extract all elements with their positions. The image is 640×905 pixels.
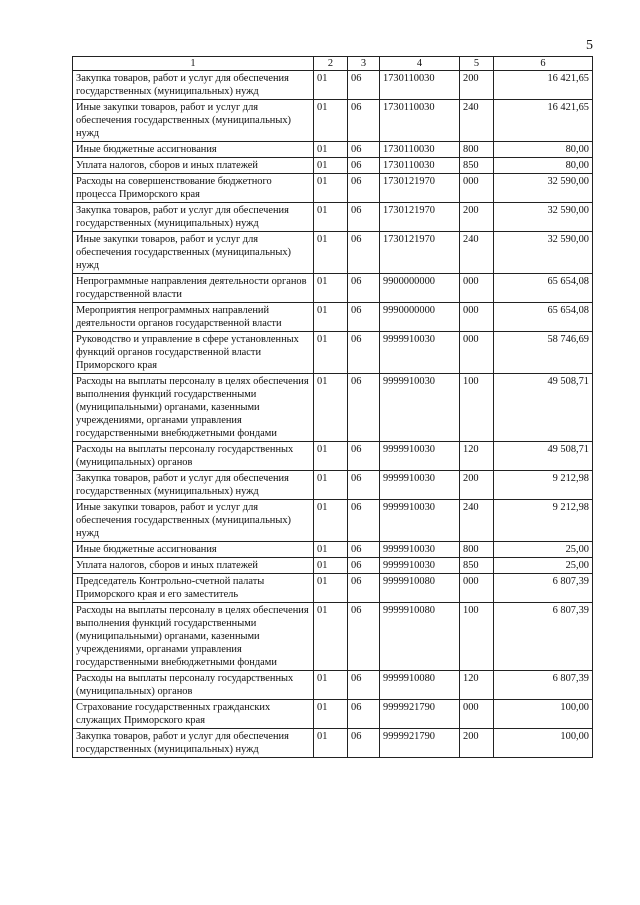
table-row <box>73 203 593 232</box>
row-type-cell: 000 <box>460 700 494 729</box>
row-target-cell: 9999921790 <box>380 700 460 729</box>
row-subsection-cell: 06 <box>348 500 380 542</box>
row-amount-cell: 80,00 <box>494 158 593 174</box>
row-amount-cell: 25,00 <box>494 558 593 574</box>
row-name-cell: Иные закупки товаров, работ и услуг для обеспечения государственных (муниципальных) нужд <box>73 500 314 542</box>
row-target-cell: 1730121970 <box>380 232 460 274</box>
table-row <box>73 274 593 303</box>
row-target-cell: 1730110030 <box>380 142 460 158</box>
row-type-cell: 000 <box>460 332 494 374</box>
row-name-cell: Закупка товаров, работ и услуг для обеспечения государственных (муниципальных) нужд <box>73 71 314 100</box>
table-row <box>73 442 593 471</box>
table-row <box>73 332 593 374</box>
page-number: 5 <box>586 38 593 53</box>
table-row <box>73 729 593 758</box>
row-section-cell: 01 <box>314 542 348 558</box>
row-amount-cell: 6 807,39 <box>494 671 593 700</box>
table-row <box>73 374 593 442</box>
row-target-cell: 9999910080 <box>380 671 460 700</box>
row-section-cell: 01 <box>314 671 348 700</box>
row-target-cell: 9999910030 <box>380 442 460 471</box>
row-target-cell: 1730110030 <box>380 100 460 142</box>
row-target-cell: 9999910080 <box>380 574 460 603</box>
row-name-cell: Иные закупки товаров, работ и услуг для обеспечения государственных (муниципальных) нужд <box>73 100 314 142</box>
row-amount-cell: 100,00 <box>494 729 593 758</box>
row-section-cell: 01 <box>314 442 348 471</box>
row-amount-cell: 16 421,65 <box>494 100 593 142</box>
row-name-cell: Руководство и управление в сфере установленных функций органов государственной власти Приморского края <box>73 332 314 374</box>
row-target-cell: 1730121970 <box>380 174 460 203</box>
row-type-cell: 120 <box>460 442 494 471</box>
row-name-cell: Расходы на выплаты персоналу государственных (муниципальных) органов <box>73 671 314 700</box>
row-section-cell: 01 <box>314 558 348 574</box>
table-row <box>73 174 593 203</box>
row-amount-cell: 25,00 <box>494 542 593 558</box>
row-name-cell: Председатель Контрольно-счетной палаты Приморского края и его заместитель <box>73 574 314 603</box>
row-name-cell: Расходы на совершенствование бюджетного процесса Приморского края <box>73 174 314 203</box>
row-section-cell: 01 <box>314 174 348 203</box>
row-subsection-cell: 06 <box>348 558 380 574</box>
row-section-cell: 01 <box>314 374 348 442</box>
row-subsection-cell: 06 <box>348 203 380 232</box>
row-section-cell: 01 <box>314 203 348 232</box>
row-section-cell: 01 <box>314 574 348 603</box>
row-type-cell: 200 <box>460 203 494 232</box>
row-target-cell: 9999910030 <box>380 542 460 558</box>
row-subsection-cell: 06 <box>348 442 380 471</box>
table-row <box>73 142 593 158</box>
row-name-cell: Уплата налогов, сборов и иных платежей <box>73 558 314 574</box>
row-target-cell: 9999910030 <box>380 374 460 442</box>
row-type-cell: 850 <box>460 158 494 174</box>
row-target-cell: 9999910030 <box>380 471 460 500</box>
row-section-cell: 01 <box>314 303 348 332</box>
row-subsection-cell: 06 <box>348 174 380 203</box>
row-amount-cell: 49 508,71 <box>494 442 593 471</box>
table-row <box>73 574 593 603</box>
header-col-2: 2 <box>314 57 348 71</box>
row-subsection-cell: 06 <box>348 100 380 142</box>
table-row <box>73 500 593 542</box>
row-type-cell: 800 <box>460 542 494 558</box>
row-amount-cell: 100,00 <box>494 700 593 729</box>
row-amount-cell: 6 807,39 <box>494 574 593 603</box>
row-subsection-cell: 06 <box>348 374 380 442</box>
row-target-cell: 9990000000 <box>380 303 460 332</box>
row-type-cell: 240 <box>460 500 494 542</box>
row-section-cell: 01 <box>314 500 348 542</box>
row-section-cell: 01 <box>314 471 348 500</box>
row-subsection-cell: 06 <box>348 303 380 332</box>
row-type-cell: 000 <box>460 274 494 303</box>
row-section-cell: 01 <box>314 700 348 729</box>
row-section-cell: 01 <box>314 332 348 374</box>
row-name-cell: Расходы на выплаты персоналу в целях обеспечения выполнения функций государственными (муниципальными) органами, казенными учреждениями, органами управления государственными внебюджетными фондами <box>73 603 314 671</box>
row-name-cell: Закупка товаров, работ и услуг для обеспечения государственных (муниципальных) нужд <box>73 203 314 232</box>
row-subsection-cell: 06 <box>348 274 380 303</box>
header-col-4: 4 <box>380 57 460 71</box>
table-row <box>73 671 593 700</box>
table-row <box>73 232 593 274</box>
row-amount-cell: 58 746,69 <box>494 332 593 374</box>
row-name-cell: Непрограммные направления деятельности органов государственной власти <box>73 274 314 303</box>
table-row <box>73 542 593 558</box>
row-name-cell: Закупка товаров, работ и услуг для обеспечения государственных (муниципальных) нужд <box>73 471 314 500</box>
row-type-cell: 200 <box>460 471 494 500</box>
row-subsection-cell: 06 <box>348 471 380 500</box>
row-type-cell: 100 <box>460 603 494 671</box>
row-type-cell: 240 <box>460 232 494 274</box>
row-amount-cell: 16 421,65 <box>494 71 593 100</box>
row-subsection-cell: 06 <box>348 700 380 729</box>
row-target-cell: 9999910030 <box>380 500 460 542</box>
row-name-cell: Мероприятия непрограммных направлений деятельности органов государственной власти <box>73 303 314 332</box>
table-row <box>73 100 593 142</box>
row-section-cell: 01 <box>314 158 348 174</box>
row-section-cell: 01 <box>314 100 348 142</box>
row-target-cell: 1730110030 <box>380 158 460 174</box>
row-subsection-cell: 06 <box>348 574 380 603</box>
row-type-cell: 850 <box>460 558 494 574</box>
row-subsection-cell: 06 <box>348 142 380 158</box>
row-subsection-cell: 06 <box>348 729 380 758</box>
row-subsection-cell: 06 <box>348 332 380 374</box>
row-amount-cell: 6 807,39 <box>494 603 593 671</box>
row-section-cell: 01 <box>314 274 348 303</box>
table-row <box>73 558 593 574</box>
row-subsection-cell: 06 <box>348 671 380 700</box>
row-name-cell: Иные бюджетные ассигнования <box>73 142 314 158</box>
row-type-cell: 100 <box>460 374 494 442</box>
row-type-cell: 000 <box>460 574 494 603</box>
row-amount-cell: 65 654,08 <box>494 303 593 332</box>
header-row <box>73 57 593 71</box>
row-amount-cell: 80,00 <box>494 142 593 158</box>
header-col-1: 1 <box>73 57 314 71</box>
row-type-cell: 120 <box>460 671 494 700</box>
row-target-cell: 1730121970 <box>380 203 460 232</box>
row-name-cell: Иные закупки товаров, работ и услуг для обеспечения государственных (муниципальных) нужд <box>73 232 314 274</box>
row-name-cell: Расходы на выплаты персоналу государственных (муниципальных) органов <box>73 442 314 471</box>
row-amount-cell: 49 508,71 <box>494 374 593 442</box>
row-subsection-cell: 06 <box>348 542 380 558</box>
row-amount-cell: 65 654,08 <box>494 274 593 303</box>
row-target-cell: 9900000000 <box>380 274 460 303</box>
table-row <box>73 471 593 500</box>
table-row <box>73 158 593 174</box>
header-col-3: 3 <box>348 57 380 71</box>
header-col-5: 5 <box>460 57 494 71</box>
row-amount-cell: 32 590,00 <box>494 232 593 274</box>
row-name-cell: Уплата налогов, сборов и иных платежей <box>73 158 314 174</box>
row-type-cell: 200 <box>460 729 494 758</box>
row-amount-cell: 32 590,00 <box>494 174 593 203</box>
row-type-cell: 000 <box>460 174 494 203</box>
header-col-6: 6 <box>494 57 593 71</box>
row-target-cell: 9999910030 <box>380 558 460 574</box>
row-section-cell: 01 <box>314 603 348 671</box>
table-body <box>73 71 593 758</box>
row-name-cell: Страхование государственных гражданских служащих Приморского края <box>73 700 314 729</box>
row-name-cell: Закупка товаров, работ и услуг для обеспечения государственных (муниципальных) нужд <box>73 729 314 758</box>
row-target-cell: 9999910030 <box>380 332 460 374</box>
row-target-cell: 9999910080 <box>380 603 460 671</box>
row-target-cell: 1730110030 <box>380 71 460 100</box>
table-row <box>73 700 593 729</box>
row-type-cell: 000 <box>460 303 494 332</box>
budget-table <box>72 56 593 758</box>
row-subsection-cell: 06 <box>348 158 380 174</box>
row-section-cell: 01 <box>314 71 348 100</box>
row-type-cell: 800 <box>460 142 494 158</box>
row-type-cell: 200 <box>460 71 494 100</box>
row-subsection-cell: 06 <box>348 71 380 100</box>
row-name-cell: Расходы на выплаты персоналу в целях обеспечения выполнения функций государственными (муниципальными) органами, казенными учреждениями, органами управления государственными внебюджетными фондами <box>73 374 314 442</box>
row-amount-cell: 9 212,98 <box>494 471 593 500</box>
row-type-cell: 240 <box>460 100 494 142</box>
row-name-cell: Иные бюджетные ассигнования <box>73 542 314 558</box>
table-row <box>73 603 593 671</box>
row-subsection-cell: 06 <box>348 603 380 671</box>
row-section-cell: 01 <box>314 142 348 158</box>
table-row <box>73 71 593 100</box>
table-row <box>73 303 593 332</box>
row-section-cell: 01 <box>314 729 348 758</box>
row-amount-cell: 9 212,98 <box>494 500 593 542</box>
row-amount-cell: 32 590,00 <box>494 203 593 232</box>
row-target-cell: 9999921790 <box>380 729 460 758</box>
row-subsection-cell: 06 <box>348 232 380 274</box>
row-section-cell: 01 <box>314 232 348 274</box>
